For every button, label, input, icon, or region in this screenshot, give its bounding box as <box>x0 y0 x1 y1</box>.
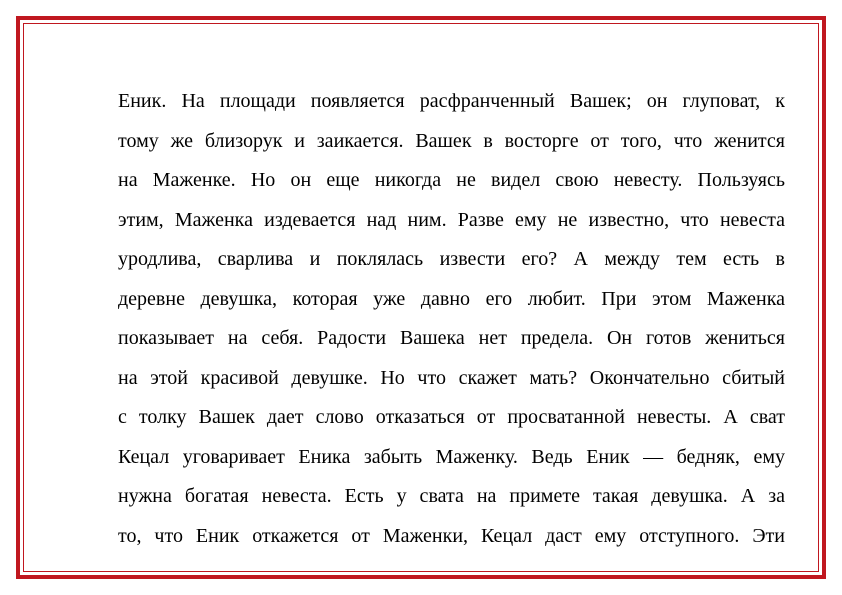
text-line: нужна богатая невеста. Есть у свата на примете такая девушка. А за <box>118 485 785 507</box>
text-line: с толку Вашек дает слово отказаться от просватанной невесты. А сват <box>118 406 785 428</box>
text-line: уродлива, сварлива и поклялась извести его? А между тем есть в <box>118 248 785 270</box>
text-line: тому же близорук и заикается. Вашек в восторге от того, что женится <box>118 129 785 152</box>
text-line: на Маженке. Но он еще никогда не видел свою невесту. Пользуясь <box>118 169 785 191</box>
text-line: показывает на себя. Радости Вашека нет предела. Он готов жениться <box>118 327 785 349</box>
text-line: Кецал уговаривает Еника забыть Маженку. Ведь Еник — бедняк, ему <box>118 445 785 468</box>
text-line: Еник. На площади появляется расфранченный Вашек; он глуповат, к <box>118 90 785 112</box>
text-line: этим, Маженка издевается над ним. Разве ему не известно, что невеста <box>118 208 785 231</box>
body-text <box>118 82 785 556</box>
text-line: на этой красивой девушке. Но что скажет мать? Окончательно сбитый <box>118 366 785 389</box>
text-line: деревне девушка, которая уже давно его любит. При этом Маженка <box>118 287 785 310</box>
text-line: то, что Еник откажется от Маженки, Кецал даст ему отступного. Эти <box>118 524 785 547</box>
